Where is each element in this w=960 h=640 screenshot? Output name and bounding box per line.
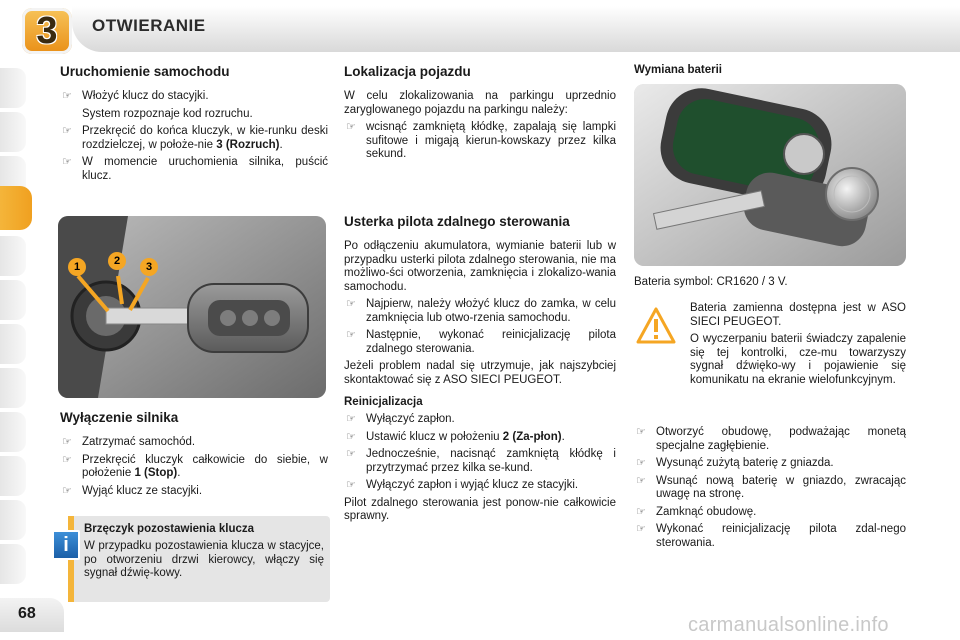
- list-item: ☞ Następnie, wykonać reinicjalizację pilota zdalnego sterowania.: [346, 329, 616, 355]
- position-label-1: 1: [68, 258, 86, 276]
- bullet-icon: ☞: [636, 505, 646, 518]
- bullet-icon: ☞: [62, 90, 72, 102]
- side-tab[interactable]: [0, 280, 26, 320]
- bullet-icon: ☞: [346, 298, 356, 310]
- list-item: ☞ Ustawić klucz w położeniu 2 (Za-płon).: [346, 430, 565, 443]
- list-item: ☞ Wyłączyć zapłon i wyjąć klucz ze stacyjki.: [346, 479, 579, 491]
- bullet-icon: ☞: [636, 426, 646, 438]
- list-item: ☞ Otworzyć obudowę, podważając monetą specjalne zagłębienie.: [636, 426, 906, 452]
- bullet-icon: ☞: [346, 121, 356, 133]
- locate-text: W celu zlokalizowania na parkingu uprzednio zaryglowanego pojazdu na parkingu należy:: [344, 90, 616, 116]
- list-item: ☞ Jednocześnie, nacisnąć zamkniętą kłódkę i przytrzymać przez kilka se-kund.: [346, 448, 616, 474]
- bullet-icon: ☞: [62, 156, 72, 168]
- watermark: carmanualsonline.info: [688, 614, 889, 636]
- battery-steps: [634, 426, 906, 554]
- section-stop-engine: [60, 410, 328, 502]
- list-item: ☞ Przekręcić kluczyk całkowicie do siebie, w położenie 1 (Stop).: [62, 453, 328, 479]
- side-tab[interactable]: [0, 368, 26, 408]
- list-item: ☞ Wysunąć zużytą baterię z gniazda.: [636, 457, 834, 469]
- section-remote-fault: [344, 214, 616, 524]
- bullet-icon: ☞: [62, 453, 72, 466]
- bullet-icon: ☞: [346, 479, 356, 491]
- bullet-icon: ☞: [636, 474, 646, 487]
- side-tab[interactable]: [0, 500, 26, 540]
- list-item: ☞ W momencie uruchomienia silnika, puścić klucz.: [62, 156, 328, 182]
- warning-notes: [690, 302, 906, 387]
- list-item: ☞ Zatrzymać samochód.: [62, 436, 196, 448]
- locate-heading: Lokalizacja pojazdu: [344, 64, 471, 79]
- stop-heading: Wyłączenie silnika: [60, 410, 179, 425]
- side-tab[interactable]: [0, 412, 26, 452]
- bullet-icon: ☞: [62, 436, 72, 448]
- bullet-icon: ☞: [636, 457, 646, 469]
- fault-text: Po odłączeniu akumulatora, wymianie baterii lub w przypadku usterki pilota zdalnego sterowania, nie ma możliwo-ści otworzenia, zamknięcia i zlokalizo-wania samochodu.: [344, 240, 616, 293]
- side-tab[interactable]: [0, 112, 26, 152]
- bullet-icon: ☞: [346, 329, 356, 341]
- fault-heading: Usterka pilota zdalnego sterowania: [344, 214, 570, 229]
- side-tab[interactable]: [0, 68, 26, 108]
- fault-text-2: Jeżeli problem nadal się utrzymuje, jak najszybciej skontaktować się z ASO SIECI PEUGEOT.: [344, 360, 616, 386]
- list-item: ☞ Wyłączyć zapłon.: [346, 413, 455, 425]
- info-heading: Brzęczyk pozostawienia klucza: [84, 523, 255, 535]
- side-tab[interactable]: [0, 456, 26, 496]
- reinit-text: Pilot zdalnego sterowania jest ponow-nie całkowicie sprawny.: [344, 496, 616, 522]
- chapter-number: 3: [36, 9, 58, 52]
- side-tab-active[interactable]: [0, 186, 32, 230]
- info-text: W przypadku pozostawienia klucza w stacyjce, po otworzeniu drzwi kierowcy, włączy się sygnał dźwię-kowy.: [84, 540, 324, 579]
- side-tab[interactable]: [0, 324, 26, 364]
- list-item: ☞ Zamknąć obudowę.: [636, 505, 757, 518]
- info-box-content: [84, 522, 324, 581]
- list-item: ☞ Wyjąć klucz ze stacyjki.: [62, 484, 203, 497]
- list-item: ☞ Przekręcić do końca kluczyk, w kie-runku deski rozdzielczej, w położe-nie 3 (Rozruch).: [62, 125, 328, 151]
- section-locate: [344, 64, 616, 166]
- warning-text-1: Bateria zamienna dostępna jest w ASO SIECI PEUGEOT.: [690, 302, 906, 328]
- bullet-icon: ☞: [62, 484, 72, 497]
- list-item: ☞ Włożyć klucz do stacyjki.: [62, 90, 209, 102]
- section-start-engine: [60, 64, 328, 187]
- list-item: ☞ Wsunąć nową baterię w gniazdo, zwracając uwagę na stronę.: [636, 474, 906, 500]
- reinit-heading: Reinicjalizacja: [344, 396, 423, 408]
- battery-illustration: [634, 84, 906, 266]
- warning-text-2: O wyczerpaniu baterii świadczy zapalenie się tej kontrolki, cze-mu towarzyszy sygnał dźwięko-wy i pojawienie się komunikatu na ekranie wielofunkcyjnym.: [690, 333, 906, 386]
- bullet-icon: ☞: [346, 430, 356, 443]
- side-tab[interactable]: [0, 544, 26, 584]
- list-item: ☞ Wykonać reinicjalizację pilota zdal-nego sterowania.: [636, 523, 906, 549]
- position-label-3: 3: [140, 258, 158, 276]
- side-tab[interactable]: [0, 236, 26, 276]
- battery-heading: Wymiana baterii: [634, 64, 722, 76]
- warning-icon: [636, 306, 676, 346]
- page-title: OTWIERANIE: [92, 16, 206, 35]
- info-icon: i: [52, 530, 80, 560]
- list-item: ☞ wcisnąć zamkniętą kłódkę, zapalają się lampki sufitowe i migają kierun-kowskazy przez kilka sekund.: [346, 121, 616, 160]
- ignition-illustration: [58, 216, 326, 398]
- page-number: 68: [18, 605, 36, 622]
- bullet-icon: ☞: [62, 125, 72, 137]
- start-heading: Uruchomienie samochodu: [60, 64, 230, 79]
- bullet-icon: ☞: [346, 448, 356, 460]
- ignition-photo: [58, 216, 326, 398]
- battery-symbol: Bateria symbol: CR1620 / 3 V.: [634, 276, 788, 288]
- bullet-icon: ☞: [636, 523, 646, 535]
- list-item: ☞ Najpierw, należy włożyć klucz do zamka, w celu zamknięcia lub otwo-rzenia samochodu.: [346, 298, 616, 324]
- bullet-icon: ☞: [346, 413, 356, 425]
- list-note: System rozpoznaje kod rozruchu.: [82, 107, 253, 120]
- battery-photo: [634, 84, 906, 266]
- position-label-2: 2: [108, 252, 126, 270]
